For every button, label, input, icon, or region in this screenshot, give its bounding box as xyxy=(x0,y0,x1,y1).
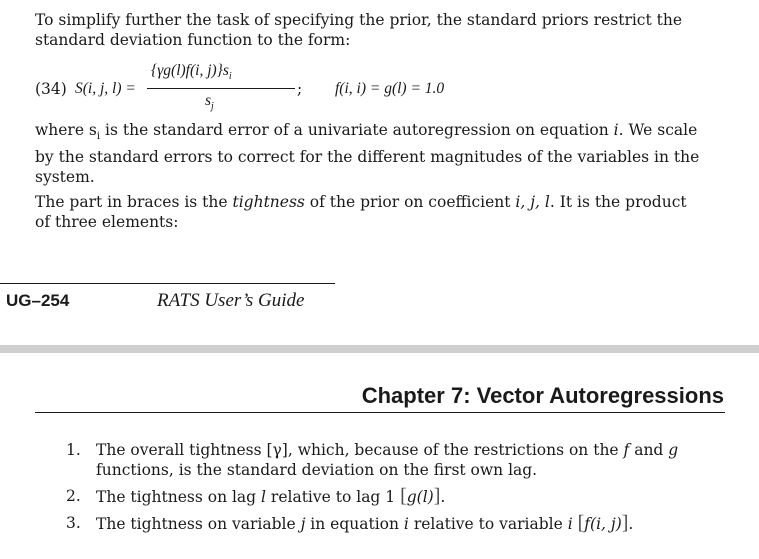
paragraph-standard-error xyxy=(35,120,705,187)
list-item-number: 1. xyxy=(66,441,81,459)
item3-var-i: i xyxy=(403,515,409,533)
item3-var-j: j xyxy=(300,515,306,533)
denominator-text: s xyxy=(205,92,212,109)
book-title: RATS User’s Guide xyxy=(157,290,305,311)
equation-rhs: f(i, i) = g(l) = 1.0 xyxy=(335,80,445,97)
para2-var-i: i xyxy=(613,121,619,139)
paragraph-intro: To simplify further the task of specifying the prior, the standard priors restrict the standard deviation function to the form: xyxy=(35,11,683,49)
equation-34 xyxy=(35,62,735,118)
para2-part-c: . We scale by the standard errors to correct for the different magnitudes of the variables in the system. xyxy=(35,121,700,187)
para3-vars: i, j, l xyxy=(515,193,550,211)
equation-denominator xyxy=(205,92,214,112)
item2-part-c: . xyxy=(440,488,446,506)
list-item xyxy=(60,513,720,534)
equation-lhs: S(i, j, l) = xyxy=(75,80,136,97)
item3-part-c: relative to variable xyxy=(408,515,568,533)
para3-part-b: of the prior on coefficient xyxy=(304,193,516,211)
item1-var-g: g xyxy=(668,441,679,459)
page-number: UG–254 xyxy=(6,291,70,310)
item2-part-a: The tightness on lag xyxy=(96,488,262,506)
chapter-heading: Chapter 7: Vector Autoregressions xyxy=(361,383,724,408)
item2-var-l: l xyxy=(261,488,266,506)
item1-part-b: and xyxy=(629,441,669,459)
right-bracket: ] xyxy=(621,512,629,534)
list-item-number: 2. xyxy=(66,487,81,505)
list-item-number: 3. xyxy=(66,514,81,532)
equation-numerator xyxy=(151,62,232,82)
para2-part-a: where s xyxy=(35,121,97,139)
para2-sub: i xyxy=(96,131,101,143)
equation-number: (34) xyxy=(35,80,67,98)
left-bracket: [ xyxy=(400,485,407,507)
list-item xyxy=(60,440,720,480)
footer-rule xyxy=(0,283,335,284)
denominator-sub: j xyxy=(211,101,214,113)
para3-part-a: The part in braces is the xyxy=(35,193,233,211)
item3-part-d: . xyxy=(628,515,634,533)
page-separator xyxy=(0,345,759,353)
numerator-sub: i xyxy=(228,71,232,83)
item3-formula: f(i, j) xyxy=(584,515,622,533)
item1-part-c: functions, is the standard deviation on the first own lag. xyxy=(96,461,538,479)
paragraph-tightness xyxy=(35,192,705,232)
para2-part-b: is the standard error of a univariate autoregression on equation xyxy=(100,121,614,139)
para3-emphasis: tightness xyxy=(232,193,305,211)
item1-part-a: The overall tightness [γ], which, because of the restrictions on the xyxy=(96,441,624,459)
item3-part-b: in equation xyxy=(305,515,404,533)
item2-formula: g(l) xyxy=(406,488,434,506)
fraction-bar xyxy=(147,88,295,89)
list-item xyxy=(60,486,720,507)
chapter-rule xyxy=(35,412,725,413)
item1-var-f: f xyxy=(623,441,630,459)
equation-semicolon: ; xyxy=(297,80,303,98)
left-bracket: [ xyxy=(577,512,585,534)
right-bracket: ] xyxy=(433,485,441,507)
para3-part-c: . It is the product of three elements: xyxy=(35,193,687,231)
item3-var-i-2: i xyxy=(567,515,573,533)
tightness-elements-list xyxy=(60,440,720,540)
numerator-text: {γg(l)f(i, j)}s xyxy=(151,62,229,79)
item3-part-a: The tightness on variable xyxy=(96,515,301,533)
item2-part-b: relative to lag 1 xyxy=(266,488,401,506)
